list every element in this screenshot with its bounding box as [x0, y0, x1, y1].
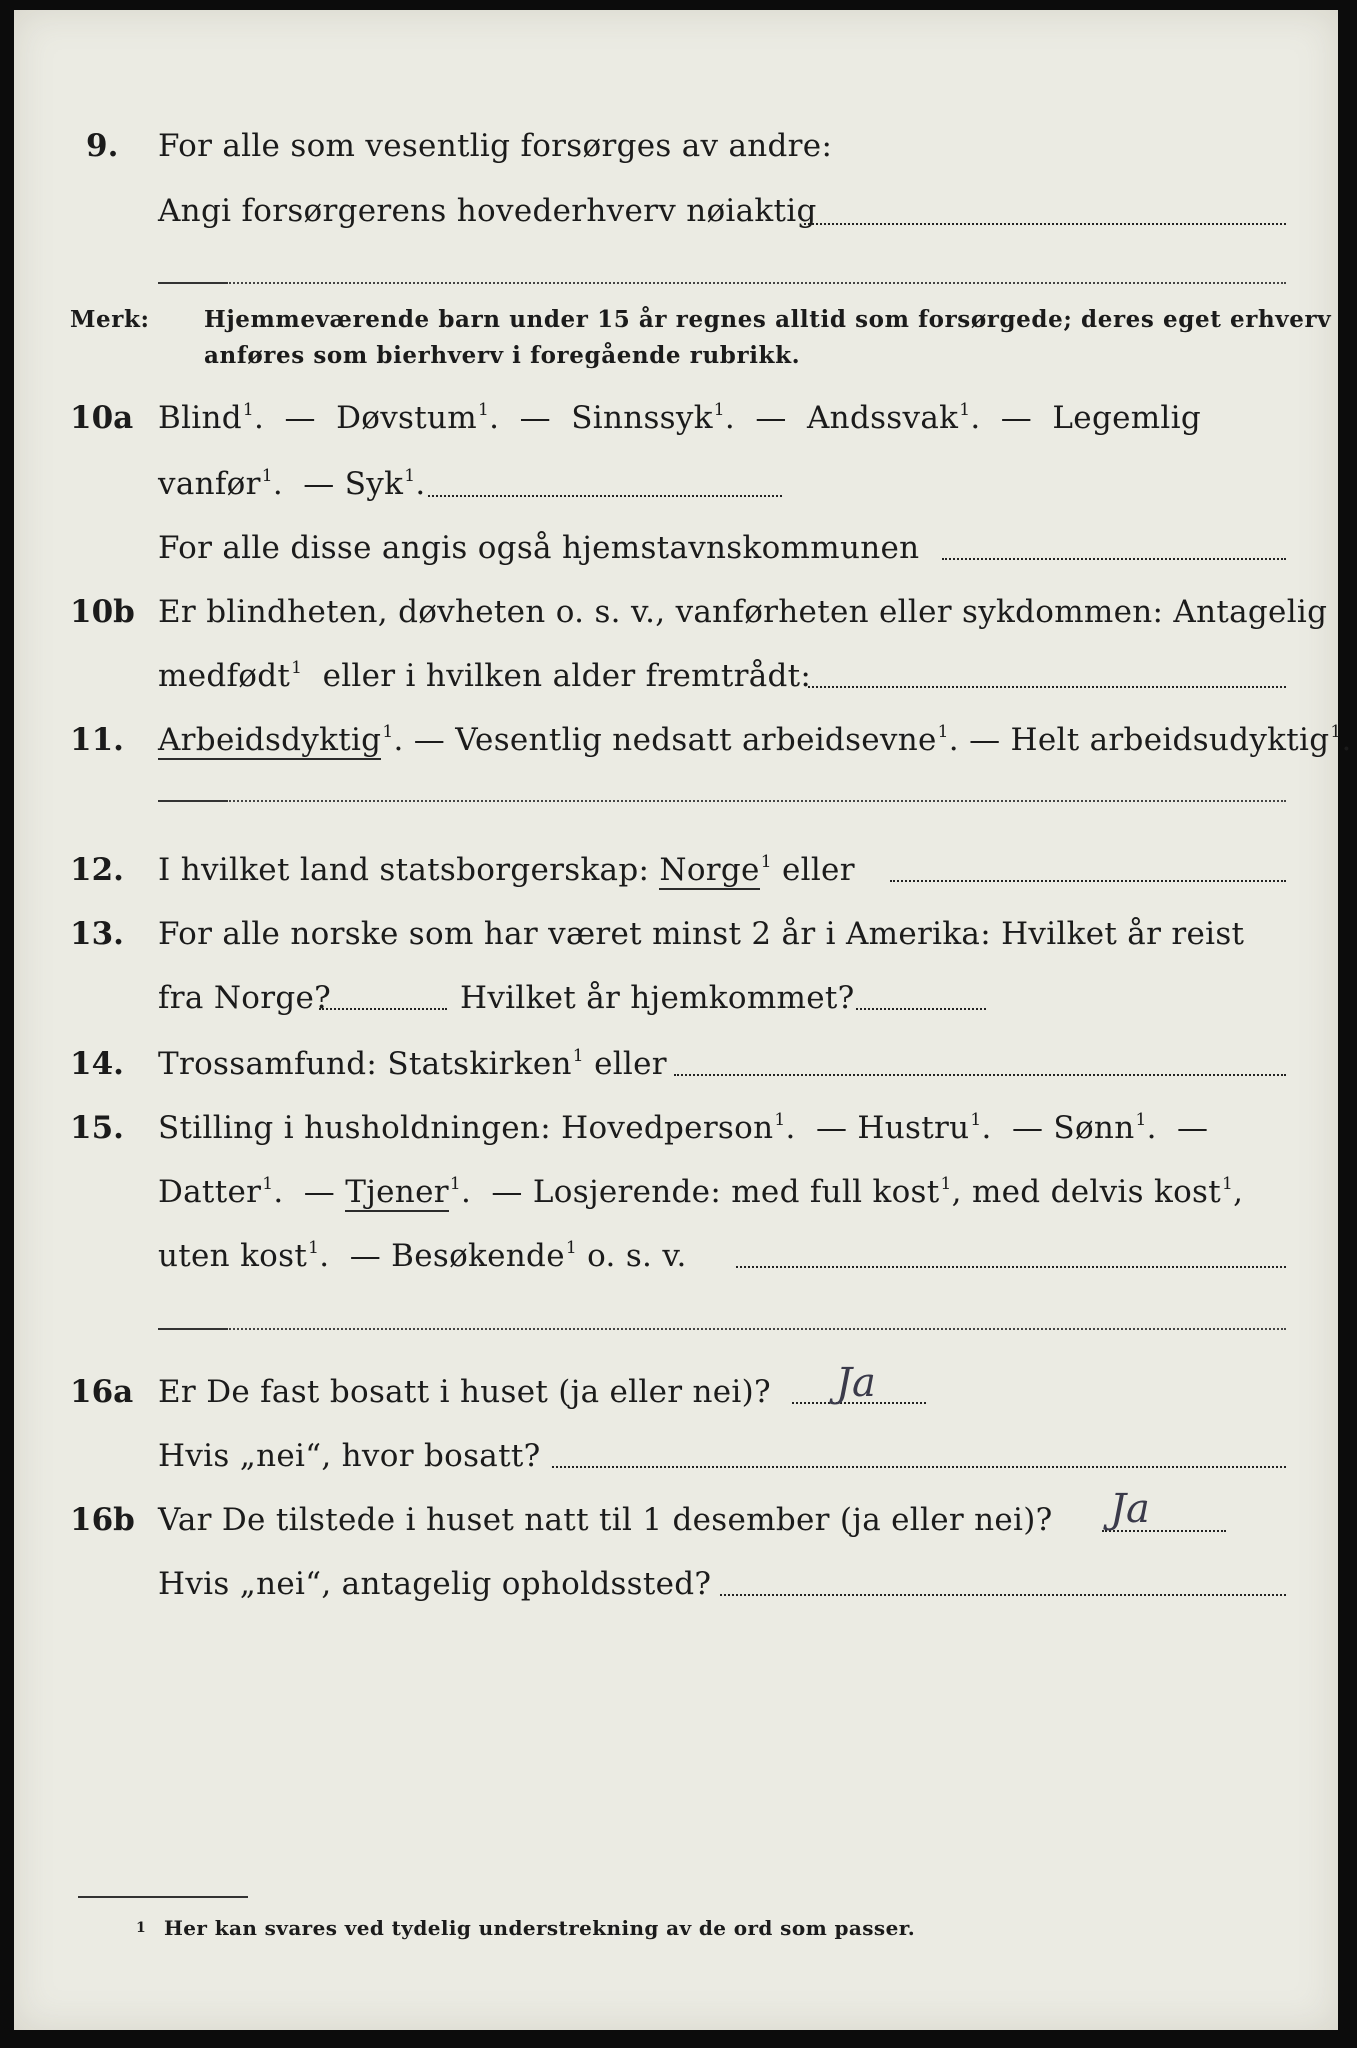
q16b-hvis-label: Hvis „nei“, antagelig opholdssted?	[158, 1566, 712, 1602]
merk-label: Merk:	[70, 306, 150, 333]
footnote-marker: 1	[136, 1920, 147, 1936]
q13-fra-label: fra Norge?	[158, 980, 332, 1016]
q11-options: Arbeidsdyktig$^1$. — Vesentlig nedsatt arbeidsevne$^1$. — Helt arbeidsudyktig$^1$.	[158, 722, 1352, 758]
footnote-rule	[78, 1896, 248, 1898]
q13-question: For alle norske som har været minst 2 år i Amerika: Hvilket år reist	[158, 916, 1245, 952]
option-losjerende-full-kost[interactable]: Losjerende: med full kost	[532, 1174, 940, 1210]
option-statskirken[interactable]: Statskirken	[387, 1046, 572, 1082]
q16a-hvis-line	[552, 1466, 1286, 1468]
q12-answer-line	[890, 880, 1286, 882]
option-dovstum[interactable]: Døvstum	[336, 400, 477, 436]
merk-text-1: Hjemmeværende barn under 15 år regnes alltid som forsørgede; deres eget erhverv	[204, 306, 1332, 333]
q16b-hvis-line	[720, 1594, 1286, 1596]
q13-hjem-label: Hvilket år hjemkommet?	[460, 980, 855, 1016]
q13-hjem-line	[856, 1008, 986, 1010]
q10a-number: 10a	[70, 400, 134, 436]
q9-extra-line	[158, 282, 1286, 284]
q15-line3: uten kost$^1$. — Besøkende$^1$ o. s. v.	[158, 1238, 687, 1274]
q14-answer-line	[674, 1074, 1286, 1076]
q11-extra-line-start	[158, 800, 228, 802]
option-medfodt[interactable]: medfødt	[158, 658, 291, 694]
option-tjener[interactable]: Tjener	[345, 1174, 449, 1210]
option-delvis-kost[interactable]: med delvis kost	[971, 1174, 1222, 1210]
q9-occupation-label: Angi forsørgerens hovederhverv nøiaktig	[158, 193, 817, 229]
merk-text-2: anføres som bierhverv i foregående rubrikk.	[204, 342, 801, 369]
q16a-hvis-label: Hvis „nei“, hvor bosatt?	[158, 1438, 541, 1474]
q16b-handwritten-answer: Ja	[1110, 1486, 1150, 1532]
option-helt-arbeidsudyktig[interactable]: — Helt arbeidsudyktig	[969, 722, 1330, 758]
q10a-options-1: Blind$^1$. — Døvstum$^1$. — Sinnssyk$^1$. — Andssvak$^1$. — Legemlig	[158, 400, 1201, 436]
q10b-answer-line	[808, 686, 1286, 688]
q10a-options-2: vanfør$^1$. — Syk$^1$.	[158, 466, 426, 502]
option-vesentlig-nedsatt[interactable]: — Vesentlig nedsatt arbeidsevne	[413, 722, 937, 758]
q15-extra-line	[158, 1328, 1286, 1330]
option-arbeidsdyktig[interactable]: Arbeidsdyktig	[158, 722, 382, 758]
option-blind[interactable]: Blind	[158, 400, 242, 436]
q9-number: 9.	[86, 128, 119, 164]
q14-number: 14.	[70, 1046, 124, 1082]
q12-number: 12.	[70, 852, 124, 888]
q16b-question: Var De tilstede i huset natt til 1 desember (ja eller nei)?	[158, 1502, 1053, 1538]
option-datter[interactable]: Datter	[158, 1174, 262, 1210]
q15-number: 15.	[70, 1110, 124, 1146]
q10b-line2: medfødt$^1$ eller i hvilken alder fremtrådt:	[158, 658, 812, 694]
option-legemlig[interactable]: Legemlig	[1052, 400, 1201, 436]
q11-number: 11.	[70, 722, 124, 758]
q10a-syk-line	[428, 495, 782, 497]
q10b-question: Er blindheten, døvheten o. s. v., vanførheten eller sykdommen: Antagelig	[158, 594, 1328, 630]
q13-number: 13.	[70, 916, 124, 952]
option-andssvak[interactable]: Andssvak	[807, 400, 959, 436]
census-form-page	[14, 10, 1352, 2030]
q15-line2: Datter$^1$. — Tjener$^1$. — Losjerende: med full kost$^1$, med delvis kost$^1$,	[158, 1174, 1244, 1210]
q11-extra-line	[158, 800, 1286, 802]
option-uten-kost[interactable]: uten kost	[158, 1238, 308, 1274]
q14-question: Trossamfund: Statskirken$^1$ eller	[158, 1046, 667, 1082]
q15-extra-line-start	[158, 1328, 228, 1330]
q9-answer-line	[804, 223, 1286, 225]
option-sonn[interactable]: Sønn	[1053, 1110, 1135, 1146]
option-hustru[interactable]: Hustru	[857, 1110, 970, 1146]
option-norge[interactable]: Norge	[659, 852, 760, 888]
q13-fra-line	[319, 1008, 447, 1010]
q10a-hjemstavn-label: For alle disse angis også hjemstavnskommunen	[158, 530, 920, 566]
q15-answer-line	[736, 1266, 1286, 1268]
option-sinnssyk[interactable]: Sinnssyk	[571, 400, 713, 436]
q15-line1: Stilling i husholdningen: Hovedperson$^1$. — Hustru$^1$. — Sønn$^1$. —	[158, 1110, 1209, 1146]
option-syk[interactable]: Syk	[344, 466, 404, 502]
q9-question: For alle som vesentlig forsørges av andre:	[158, 128, 833, 164]
option-hovedperson[interactable]: Hovedperson	[561, 1110, 774, 1146]
q9-extra-line-start	[158, 282, 228, 284]
q16a-question: Er De fast bosatt i huset (ja eller nei)?	[158, 1374, 771, 1410]
q16b-number: 16b	[70, 1502, 135, 1538]
footnote-text: Her kan svares ved tydelig understrekning av de ord som passer.	[164, 1916, 916, 1940]
q10b-number: 10b	[70, 594, 135, 630]
q10a-hjemstavn-line	[942, 558, 1286, 560]
option-besokende[interactable]: Besøkende	[391, 1238, 565, 1274]
q16a-number: 16a	[70, 1374, 134, 1410]
option-vanfor[interactable]: vanfør	[158, 466, 261, 502]
q12-question: I hvilket land statsborgerskap: Norge$^1$ eller	[158, 852, 855, 888]
q16a-handwritten-answer: Ja	[836, 1360, 876, 1406]
